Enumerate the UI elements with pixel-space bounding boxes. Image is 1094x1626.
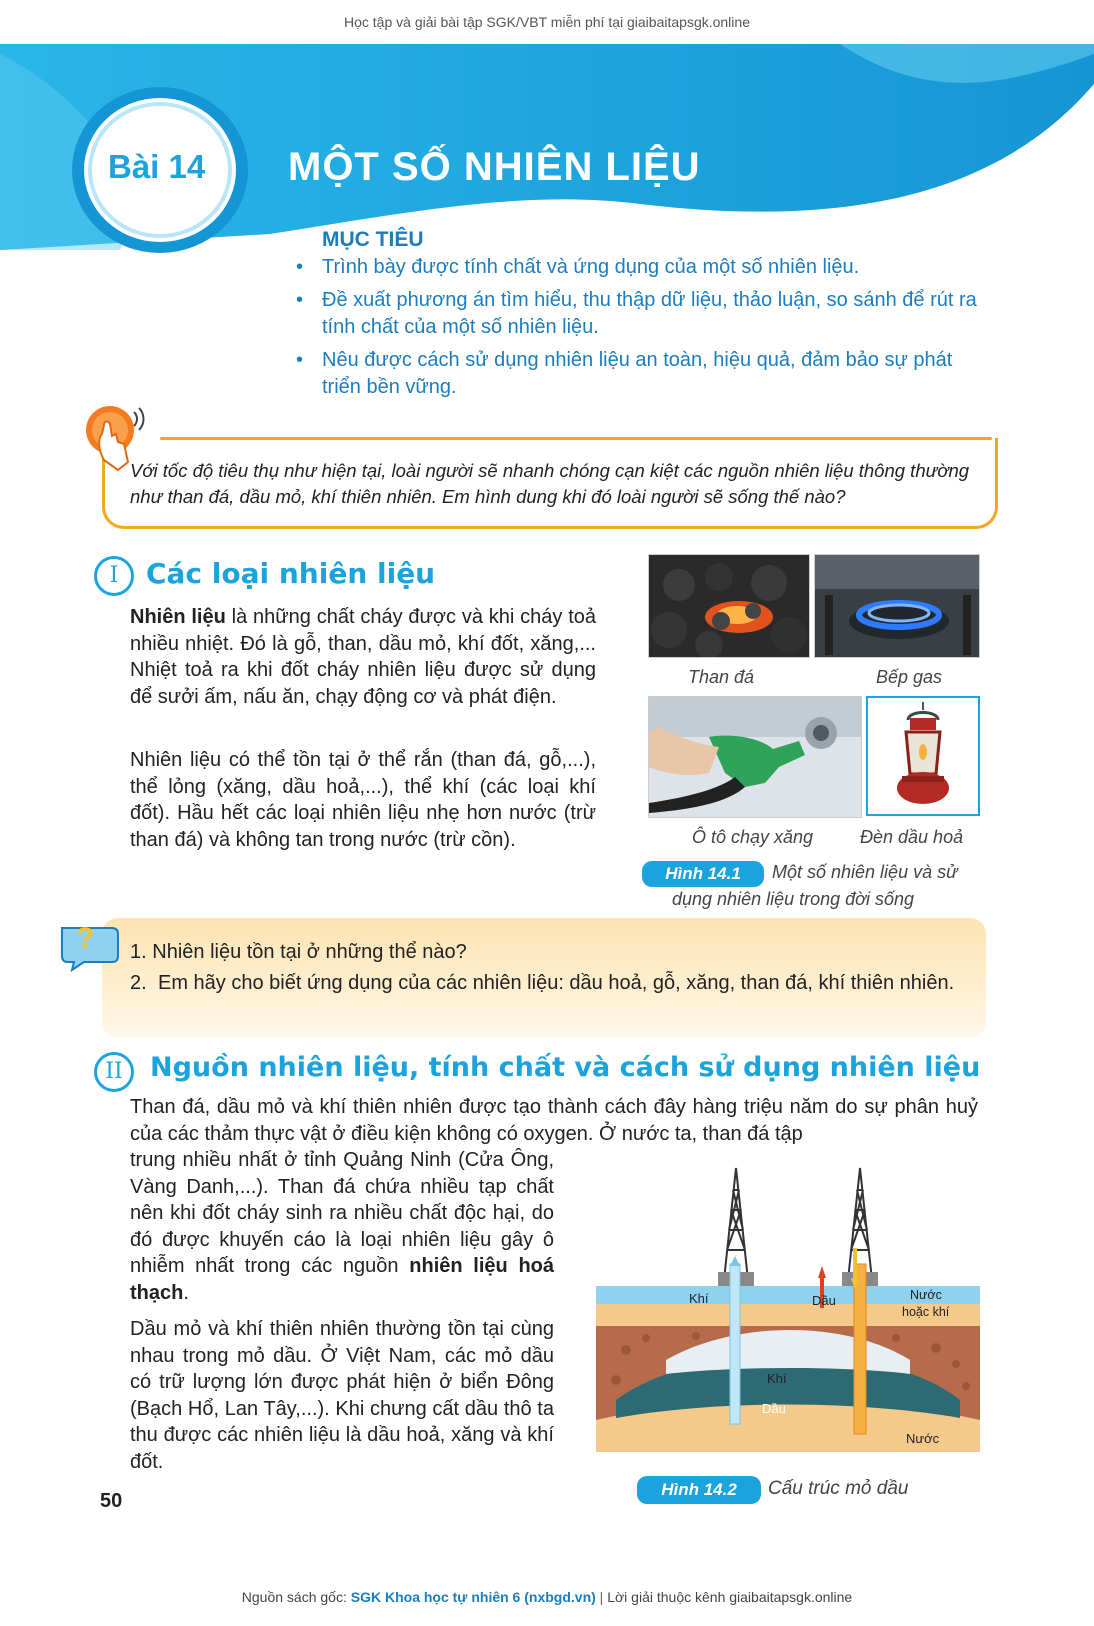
figure-label: Hình 14.2	[637, 1476, 761, 1504]
section-numeral: I	[94, 556, 134, 596]
section2-paragraph-1-cont	[130, 1147, 554, 1306]
figure-caption: dụng nhiên liệu trong đời sống	[672, 889, 915, 909]
objective-item	[296, 254, 986, 281]
section-numeral: II	[94, 1052, 134, 1092]
question-item	[130, 939, 970, 966]
objectives-heading: MỤC TIÊU	[322, 228, 424, 251]
paragraph-text: là những chất cháy được và khi cháy toả nhiều nhiệt. Đó là gỗ, than, dầu mỏ, khí đốt, xăng,... Nhiệt toả ra khi đốt cháy nhiên liệu được sử dụng để sưởi ấm, nấu ăn, chạy động cơ và phát điện.	[130, 606, 596, 708]
figure-label: Hình 14.1	[642, 861, 764, 887]
question-text: Em hãy cho biết ứng dụng của các nhiên liệu: dầu hoả, gỗ, xăng, than đá, khí thiên nhiên.	[158, 972, 955, 994]
diagram-label-water: Nước	[910, 1288, 942, 1302]
section1-paragraph-2: Nhiên liệu có thể tồn tại ở thể rắn (than đá, gỗ,...), thể lỏng (xăng, dầu hoả,...), thể khí (các loại khí đốt). Hầu hết các loại nhiên liệu nhẹ hơn nước (trừ than đá) và không tan trong nước (trừ cồn).	[130, 749, 596, 851]
paragraph-text: trung nhiều nhất ở tỉnh Quảng Ninh (Cửa Ông, Vàng Danh,...). Than đá chứa nhiều tạp chất nên khi đốt cháy sinh ra nhiều chất độc hại, do đó được khuyến cáo là loại nhiên liệu gây ô nhiễm nhất trong các nguồn	[130, 1149, 554, 1277]
footer-prefix: Nguồn sách gốc:	[241, 1589, 351, 1605]
figure-caption: Một số nhiên liệu và sử	[772, 862, 958, 882]
question-number: 1.	[130, 941, 147, 963]
objective-text: Đề xuất phương án tìm hiểu, thu thập dữ liệu, thảo luận, so sánh để rút ra tính chất của một số nhiên liệu.	[322, 289, 977, 338]
section-title: Nguồn nhiên liệu, tính chất và cách sử dụng nhiên liệu	[150, 1052, 981, 1083]
term-bold: nhiên liệu hoá thạch	[130, 1255, 555, 1304]
footer-book-link[interactable]: SGK Khoa học tự nhiên 6 (nxbgd.vn)	[350, 1589, 596, 1605]
objective-item	[296, 347, 986, 401]
bullet: •	[296, 256, 304, 278]
section-title: Các loại nhiên liệu	[146, 557, 436, 590]
intro-text: Với tốc độ tiêu thụ như hiện tại, loài người sẽ nhanh chóng cạn kiệt các nguồn nhiên liệu thông thường như than đá, dầu mỏ, khí thiên nhiên. Em hình dung khi đó loài người sẽ sống thế nào?	[130, 460, 970, 507]
footer-line	[0, 1589, 1094, 1605]
diagram-label-oil-layer: Dầu	[762, 1401, 786, 1416]
question-text: Nhiên liệu tồn tại ở những thể nào?	[152, 941, 467, 963]
gas-stove-photo	[814, 554, 980, 658]
section1-paragraph-1	[130, 604, 596, 710]
caption-oil-lamp: Đèn dầu hoả	[860, 827, 964, 847]
bullet: •	[296, 289, 304, 311]
page-number: 50	[100, 1490, 123, 1512]
diagram-label-gas-layer: Khí	[767, 1371, 787, 1386]
coal-photo	[648, 554, 810, 658]
diagram-label-water-or-gas: hoặc khí	[902, 1305, 950, 1319]
bullet: •	[296, 349, 304, 371]
diagram-label-water-layer: Nước	[906, 1431, 940, 1446]
footer-separator: |	[595, 1589, 608, 1605]
figure-caption: Cấu trúc mỏ dầu	[768, 1478, 909, 1499]
diagram-label-gas: Khí	[689, 1291, 709, 1306]
term-bold: Nhiên liệu	[130, 606, 226, 628]
section2-paragraph-1-top: Than đá, dầu mỏ và khí thiên nhiên được tạo thành cách đây hàng triệu năm do sự phân huỷ của các thảm thực vật ở điều kiện không có oxygen. Ở nước ta, than đá tập	[130, 1096, 978, 1145]
intro-box-top-line	[160, 437, 992, 440]
site-header-line: Học tập và giải bài tập SGK/VBT miễn phí tại giaibaitapsgk.online	[344, 14, 750, 30]
lesson-number: Bài 14	[108, 148, 206, 185]
question-item	[130, 970, 970, 997]
caption-car-fuel: Ô tô chạy xăng	[692, 827, 814, 847]
car-fueling-photo	[648, 696, 862, 818]
lesson-title: MỘT SỐ NHIÊN LIỆU	[288, 145, 701, 189]
caption-coal: Than đá	[688, 667, 755, 687]
caption-gas-stove: Bếp gas	[876, 667, 943, 687]
question-number: 2.	[130, 972, 147, 994]
objective-text: Trình bày được tính chất và ứng dụng của một số nhiên liệu.	[322, 256, 860, 278]
footer-suffix: Lời giải thuộc kênh giaibaitapsgk.online	[607, 1589, 853, 1605]
question-mark: ?	[76, 922, 95, 955]
oil-lamp-photo	[866, 696, 980, 816]
diagram-label-oil: Dầu	[812, 1293, 836, 1308]
paragraph-end: .	[183, 1281, 189, 1304]
section2-paragraph-2: Dầu mỏ và khí thiên nhiên thường tồn tại cùng nhau trong mỏ dầu. Ở Việt Nam, các mỏ dầu có trữ lượng lớn được phát hiện ở biển Đông (Bạch Hổ, Lan Tây,...). Khi chưng cất dầu thô ta thu được các nhiên liệu là dầu hoả, xăng và khí đốt.	[130, 1318, 554, 1473]
objective-item	[296, 287, 986, 341]
objective-text: Nêu được cách sử dụng nhiên liệu an toàn, hiệu quả, đảm bảo sự phát triển bền vững.	[322, 349, 953, 398]
